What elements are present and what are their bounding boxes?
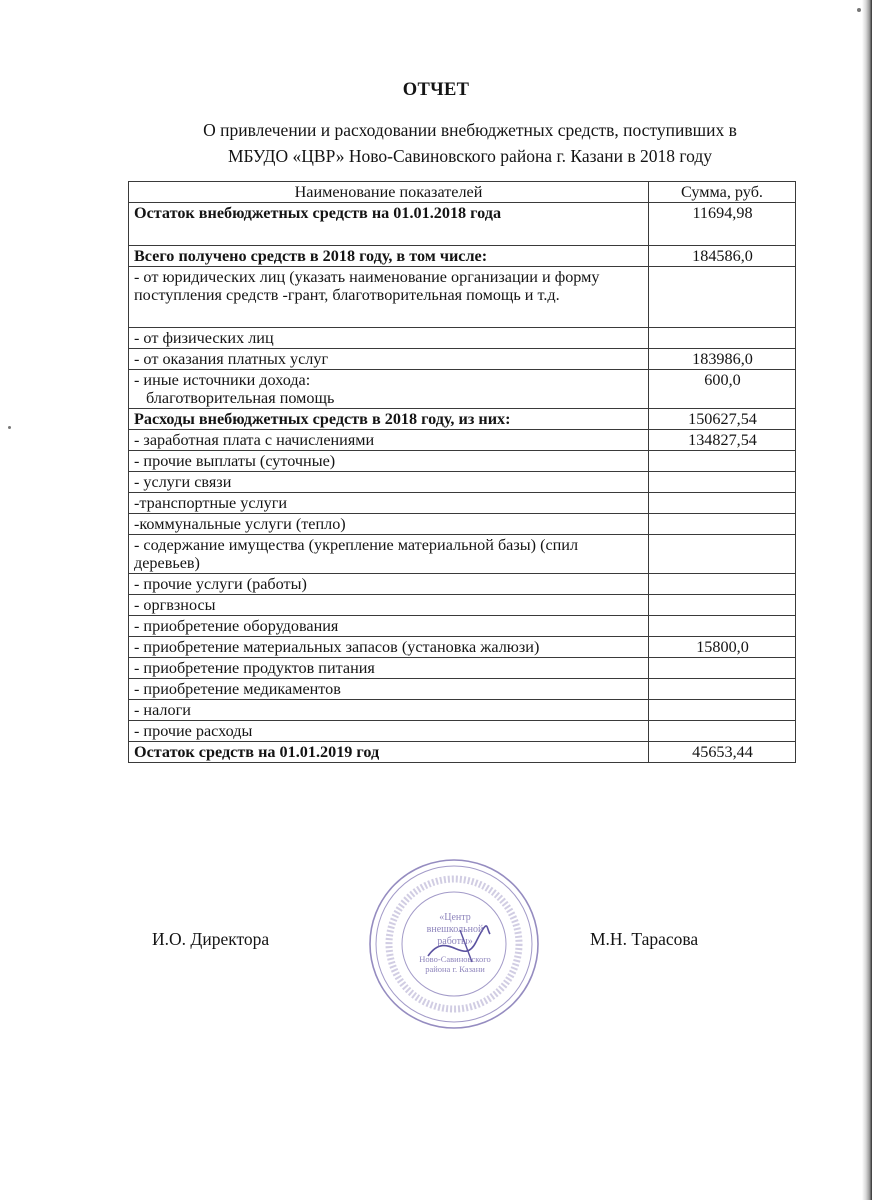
subtitle-line-1: О привлечении и расходовании внебюджетных средств, поступивших в [203, 120, 737, 140]
scan-edge-shadow [862, 0, 872, 1200]
table-row [129, 637, 796, 658]
stamp-center-text: «Центр внешкольной работы» [426, 912, 484, 947]
table-row [129, 430, 796, 451]
row-sum: 134827,54 [649, 430, 796, 451]
row-sum: 183986,0 [649, 349, 796, 370]
row-name: - приобретение медикаментов [129, 679, 649, 700]
row-name [129, 370, 649, 409]
signature-name: М.Н. Тарасова [590, 929, 699, 949]
row-sum [649, 679, 796, 700]
scan-speck [857, 8, 861, 12]
row-sum: 15800,0 [649, 637, 796, 658]
row-sum [649, 472, 796, 493]
row-name: - оргвзносы [129, 595, 649, 616]
row-sum: 11694,98 [649, 203, 796, 246]
header-name: Наименование показателей [129, 182, 649, 203]
table-row [129, 616, 796, 637]
row-sum [649, 616, 796, 637]
subtitle-line-2: МБУДО «ЦВР» Ново-Савиновского района г. Казани в 2018 году [227, 146, 713, 166]
table-row [129, 574, 796, 595]
table-row [129, 535, 796, 574]
stamp-lower-text: Ново-Савиновского района г. Казани [419, 954, 491, 974]
row-sum: 600,0 [649, 370, 796, 409]
table-row [129, 679, 796, 700]
row-name: - от юридических лиц (указать наименование организации и форму поступления средств -грант, благотворительная помощь и т.д. [129, 267, 649, 328]
row-name: - прочие услуги (работы) [129, 574, 649, 595]
row-name: - приобретение материальных запасов (установка жалюзи) [129, 637, 649, 658]
row-name: Остаток средств на 01.01.2019 год [129, 742, 649, 763]
table-row [129, 203, 796, 246]
row-name: -коммунальные услуги (тепло) [129, 514, 649, 535]
table-row [129, 472, 796, 493]
table-row [129, 370, 796, 409]
row-name: - содержание имущества (укрепление материальной базы) (спил деревьев) [129, 535, 649, 574]
row-name: Расходы внебюджетных средств в 2018 году, из них: [129, 409, 649, 430]
table-row [129, 328, 796, 349]
row-name: -транспортные услуги [129, 493, 649, 514]
row-name: - приобретение продуктов питания [129, 658, 649, 679]
row-name: - услуги связи [129, 472, 649, 493]
row-sum [649, 267, 796, 328]
row-sum [649, 514, 796, 535]
row-sum [649, 493, 796, 514]
row-sum [649, 700, 796, 721]
scan-speck [8, 426, 11, 429]
row-sum: 184586,0 [649, 246, 796, 267]
table-row [129, 267, 796, 328]
table-row [129, 700, 796, 721]
row-name: - прочие расходы [129, 721, 649, 742]
table-row [129, 493, 796, 514]
table-row [129, 658, 796, 679]
document-title: ОТЧЕТ [402, 80, 470, 100]
row-sum [649, 595, 796, 616]
row-name-sub: благотворительная помощь [146, 389, 335, 407]
table-row [129, 742, 796, 763]
row-sum [649, 658, 796, 679]
report-table [128, 181, 796, 763]
row-name: - приобретение оборудования [129, 616, 649, 637]
row-sum [649, 328, 796, 349]
row-sum: 45653,44 [649, 742, 796, 763]
row-sum [649, 574, 796, 595]
row-sum [649, 535, 796, 574]
row-sum [649, 451, 796, 472]
row-sum: 150627,54 [649, 409, 796, 430]
row-name-main: - иные источники дохода: [134, 371, 311, 389]
row-name: - заработная плата с начислениями [129, 430, 649, 451]
header-sum: Сумма, руб. [649, 182, 796, 203]
row-sum [649, 721, 796, 742]
document-subtitle [80, 117, 860, 169]
row-name: - налоги [129, 700, 649, 721]
row-name: - от оказания платных услуг [129, 349, 649, 370]
table-row [129, 595, 796, 616]
row-name: Всего получено средств в 2018 году, в том числе: [129, 246, 649, 267]
row-name: - от физических лиц [129, 328, 649, 349]
table-row [129, 409, 796, 430]
table-row [129, 349, 796, 370]
table-row [129, 451, 796, 472]
row-name: Остаток внебюджетных средств на 01.01.2018 года [129, 203, 649, 246]
table-row [129, 246, 796, 267]
table-header-row [129, 182, 796, 203]
signature-position: И.О. Директора [152, 929, 270, 949]
table-row [129, 514, 796, 535]
row-name: - прочие выплаты (суточные) [129, 451, 649, 472]
table-row [129, 721, 796, 742]
